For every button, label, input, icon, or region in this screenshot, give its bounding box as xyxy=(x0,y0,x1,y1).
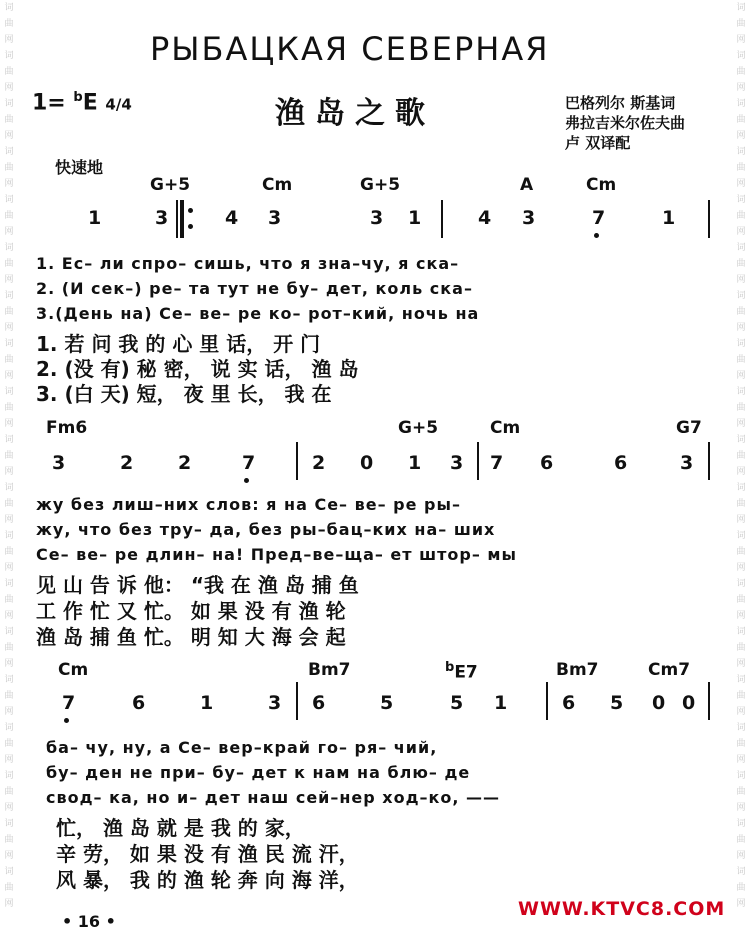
lyric-cn-line: 1. 若 问 我 的 心 里 话， 开 门 xyxy=(36,332,321,356)
note: 6 xyxy=(562,692,576,714)
watermark-glyph: 词 xyxy=(736,99,746,109)
watermark-glyph: 词 xyxy=(736,147,746,157)
title-chinese: 渔岛之歌 xyxy=(275,96,435,131)
watermark-glyph: 网 xyxy=(736,419,746,429)
watermark-glyph: 曲 xyxy=(736,643,746,653)
watermark-glyph: 网 xyxy=(4,83,14,93)
chord: Cm7 xyxy=(648,660,691,680)
repeat-bar-thin xyxy=(176,200,178,238)
bar-line xyxy=(546,682,548,720)
note: 5 xyxy=(380,692,394,714)
site-url: WWW.KTVC8.COM xyxy=(518,898,726,920)
credit-lyricist: 巴格列尔 斯基词 xyxy=(565,94,676,112)
watermark-glyph: 网 xyxy=(736,323,746,333)
watermark-glyph: 网 xyxy=(736,131,746,141)
watermark-glyph: 曲 xyxy=(4,499,14,509)
note: 3 xyxy=(450,452,464,474)
watermark-glyph: 曲 xyxy=(736,787,746,797)
lyric-cn-line: 风 暴， 我 的 渔 轮 奔 向 海 洋， xyxy=(56,868,359,892)
lyric-cn-line: 工 作 忙 又 忙。 如 果 没 有 渔 轮 xyxy=(36,599,346,623)
watermark-glyph: 词 xyxy=(4,339,14,349)
note: 2 xyxy=(178,452,192,474)
watermark-glyph: 曲 xyxy=(4,835,14,845)
watermark-glyph: 网 xyxy=(4,611,14,621)
note: 1 xyxy=(88,207,102,229)
watermark-glyph: 词 xyxy=(736,819,746,829)
watermark-glyph: 曲 xyxy=(4,787,14,797)
watermark-glyph: 曲 xyxy=(4,163,14,173)
watermark-glyph: 词 xyxy=(736,291,746,301)
note: 3 xyxy=(370,207,384,229)
watermark-glyph: 曲 xyxy=(4,547,14,557)
note: 3 xyxy=(52,452,66,474)
lyric-cn-line: 3. (白 天) 短， 夜 里 长， 我 在 xyxy=(36,382,332,406)
watermark-glyph: 网 xyxy=(4,275,14,285)
note: 6 xyxy=(614,452,628,474)
chord: Cm xyxy=(490,418,521,438)
lyric-cn-line: 见 山 告 诉 他： “我 在 渔 岛 捕 鱼 xyxy=(36,573,359,597)
chord: G7 xyxy=(676,418,702,438)
watermark-glyph: 网 xyxy=(4,659,14,669)
watermark-glyph: 曲 xyxy=(736,499,746,509)
chord: Bm7 xyxy=(308,660,351,680)
watermark-glyph: 曲 xyxy=(4,739,14,749)
watermark-glyph: 词 xyxy=(736,3,746,13)
watermark-glyph: 曲 xyxy=(736,451,746,461)
note: 7 xyxy=(62,692,76,714)
note: 6 xyxy=(540,452,554,474)
watermark-glyph: 词 xyxy=(736,627,746,637)
watermark-glyph: 曲 xyxy=(736,211,746,221)
watermark-glyph: 网 xyxy=(4,131,14,141)
watermark-glyph: 曲 xyxy=(4,115,14,125)
watermark-glyph: 网 xyxy=(4,227,14,237)
watermark-glyph: 词 xyxy=(4,99,14,109)
bar-line xyxy=(441,200,443,238)
watermark-glyph: 词 xyxy=(4,531,14,541)
watermark-glyph: 词 xyxy=(4,51,14,61)
note: 3 xyxy=(268,692,282,714)
note: 3 xyxy=(680,452,694,474)
watermark-glyph: 网 xyxy=(4,755,14,765)
bar-line xyxy=(477,442,479,480)
lyric-ru-line: ба– чу, ну, а Се– вер–край го– ря– чий, xyxy=(46,738,438,757)
watermark-glyph: 网 xyxy=(4,707,14,717)
watermark-glyph: 曲 xyxy=(736,883,746,893)
watermark-glyph: 网 xyxy=(4,515,14,525)
watermark-glyph: 网 xyxy=(736,899,746,909)
lyric-ru-line: 2. (И сек–) ре– та тут не бу– дет, коль ска– xyxy=(36,279,473,298)
watermark-glyph: 网 xyxy=(736,611,746,621)
watermark-glyph: 曲 xyxy=(4,595,14,605)
note: 4 xyxy=(478,207,492,229)
note: 0 xyxy=(360,452,374,474)
watermark-glyph: 词 xyxy=(736,339,746,349)
watermark-glyph: 曲 xyxy=(736,19,746,29)
note: 3 xyxy=(155,207,169,229)
watermark-glyph: 曲 xyxy=(4,211,14,221)
watermark-glyph: 网 xyxy=(4,803,14,813)
watermark-glyph: 曲 xyxy=(4,259,14,269)
watermark-glyph: 词 xyxy=(4,387,14,397)
watermark-glyph: 词 xyxy=(4,723,14,733)
credit-composer: 弗拉吉米尔佐夫曲 xyxy=(565,114,686,132)
lyric-ru-line: жу, что без тру– да, без ры–бац–ких на– ших xyxy=(36,520,496,539)
watermark-glyph: 曲 xyxy=(736,835,746,845)
watermark-glyph: 网 xyxy=(4,563,14,573)
chord: Cm xyxy=(262,175,293,195)
watermark-glyph: 词 xyxy=(4,867,14,877)
watermark-glyph: 词 xyxy=(4,675,14,685)
note: 1 xyxy=(662,207,676,229)
watermark-glyph: 曲 xyxy=(736,163,746,173)
watermark-glyph: 词 xyxy=(736,675,746,685)
chord: G+5 xyxy=(360,175,401,195)
watermark-glyph: 曲 xyxy=(736,547,746,557)
watermark-glyph: 词 xyxy=(736,867,746,877)
note: 5 xyxy=(450,692,464,714)
title-russian: РЫБАЦКАЯ СЕВЕРНАЯ xyxy=(150,30,550,68)
watermark-glyph: 网 xyxy=(736,179,746,189)
watermark-glyph: 网 xyxy=(4,35,14,45)
watermark-glyph: 曲 xyxy=(736,307,746,317)
watermark-glyph: 词 xyxy=(4,291,14,301)
lyric-cn-line: 忙， 渔 岛 就 是 我 的 家， xyxy=(56,816,305,840)
note: 6 xyxy=(312,692,326,714)
note: 3 xyxy=(268,207,282,229)
watermark-glyph: 曲 xyxy=(4,19,14,29)
chord: Cm xyxy=(58,660,89,680)
watermark-glyph: 词 xyxy=(736,195,746,205)
watermark-glyph: 词 xyxy=(4,771,14,781)
watermark-glyph: 曲 xyxy=(736,739,746,749)
watermark-glyph: 词 xyxy=(736,483,746,493)
note: 0 xyxy=(652,692,666,714)
chord: G+5 xyxy=(150,175,191,195)
note: 4 xyxy=(225,207,239,229)
chord: Bm7 xyxy=(556,660,599,680)
watermark-glyph: 曲 xyxy=(736,355,746,365)
watermark-glyph: 词 xyxy=(4,627,14,637)
lyric-ru-line: бу– ден не при– бу– дет к нам на блю– де xyxy=(46,763,471,782)
note: 7 xyxy=(592,207,606,229)
note: 1 xyxy=(494,692,508,714)
note: 2 xyxy=(120,452,134,474)
watermark-glyph: 曲 xyxy=(736,259,746,269)
watermark-glyph: 词 xyxy=(736,51,746,61)
key-signature: 1= $^b$E 4/4 xyxy=(32,90,132,116)
watermark-glyph: 网 xyxy=(736,707,746,717)
watermark-glyph: 网 xyxy=(736,227,746,237)
chord: A xyxy=(520,175,534,195)
lyric-ru-line: жу без лиш–них слов: я на Се– ве– ре ры– xyxy=(36,495,461,514)
watermark-glyph: 网 xyxy=(736,803,746,813)
note: 1 xyxy=(408,207,422,229)
bar-line xyxy=(708,200,710,238)
bar-line xyxy=(708,442,710,480)
lyric-cn-line: 渔 岛 捕 鱼 忙。 明 知 大 海 会 起 xyxy=(36,625,346,649)
credit-translator: 卢 双译配 xyxy=(565,134,631,152)
watermark-glyph: 词 xyxy=(736,531,746,541)
watermark-glyph: 网 xyxy=(4,419,14,429)
watermark-glyph: 网 xyxy=(736,275,746,285)
lyric-cn-line: 2. (没 有) 秘 密， 说 实 话， 渔 岛 xyxy=(36,357,359,381)
bar-line xyxy=(708,682,710,720)
repeat-dot xyxy=(188,208,193,213)
watermark-glyph: 网 xyxy=(736,755,746,765)
lyric-ru-line: 1. Ес– ли спро– сишь, что я зна–чу, я ска– xyxy=(36,254,460,273)
watermark-glyph: 词 xyxy=(4,147,14,157)
lyric-cn-line: 辛 劳， 如 果 没 有 渔 民 流 汗， xyxy=(56,842,359,866)
watermark-glyph: 词 xyxy=(4,195,14,205)
octave-dot-low xyxy=(594,233,599,238)
watermark-glyph: 网 xyxy=(736,563,746,573)
lyric-ru-line: Се– ве– ре длин– на! Пред–ве–ща– ет штор– мы xyxy=(36,545,517,564)
watermark-glyph: 曲 xyxy=(736,595,746,605)
watermark-right xyxy=(734,0,748,948)
watermark-glyph: 词 xyxy=(4,3,14,13)
tempo-marking: 快速地 xyxy=(55,158,104,177)
note: 7 xyxy=(490,452,504,474)
watermark-glyph: 网 xyxy=(736,467,746,477)
watermark-glyph: 词 xyxy=(4,579,14,589)
chord: Fm6 xyxy=(46,418,88,438)
lyric-ru-line: 3.(День на) Се– ве– ре ко– рот–кий, ночь на xyxy=(36,304,480,323)
watermark-glyph: 词 xyxy=(4,243,14,253)
note: 1 xyxy=(200,692,214,714)
watermark-glyph: 网 xyxy=(4,323,14,333)
watermark-glyph: 网 xyxy=(736,35,746,45)
watermark-glyph: 曲 xyxy=(4,643,14,653)
watermark-glyph: 曲 xyxy=(4,691,14,701)
note: 6 xyxy=(132,692,146,714)
watermark-glyph: 网 xyxy=(736,83,746,93)
chord: G+5 xyxy=(398,418,439,438)
watermark-glyph: 网 xyxy=(736,659,746,669)
watermark-glyph: 网 xyxy=(4,899,14,909)
watermark-glyph: 词 xyxy=(736,723,746,733)
watermark-glyph: 曲 xyxy=(4,307,14,317)
watermark-glyph: 词 xyxy=(4,483,14,493)
watermark-glyph: 曲 xyxy=(736,67,746,77)
note: 2 xyxy=(312,452,326,474)
lyric-ru-line: свод– ка, но и– дет наш сей–нер ход–ко, —— xyxy=(46,788,501,807)
watermark-glyph: 词 xyxy=(736,435,746,445)
chord-flat: $^b$E7 xyxy=(445,660,478,683)
watermark-glyph: 网 xyxy=(736,515,746,525)
watermark-glyph: 网 xyxy=(4,179,14,189)
watermark-glyph: 词 xyxy=(736,771,746,781)
note: 7 xyxy=(242,452,256,474)
watermark-glyph: 曲 xyxy=(4,355,14,365)
watermark-glyph: 网 xyxy=(4,851,14,861)
watermark-glyph: 词 xyxy=(736,243,746,253)
octave-dot-low xyxy=(244,478,249,483)
bar-line xyxy=(296,442,298,480)
page-number-fragment: • 16 • xyxy=(62,912,116,931)
watermark-glyph: 曲 xyxy=(4,451,14,461)
watermark-glyph: 曲 xyxy=(736,691,746,701)
watermark-glyph: 网 xyxy=(4,467,14,477)
watermark-glyph: 曲 xyxy=(736,403,746,413)
watermark-left xyxy=(2,0,16,948)
watermark-glyph: 曲 xyxy=(4,403,14,413)
repeat-dot xyxy=(188,224,193,229)
note: 1 xyxy=(408,452,422,474)
chord: Cm xyxy=(586,175,617,195)
repeat-bar-thick xyxy=(180,200,184,238)
watermark-glyph: 词 xyxy=(736,579,746,589)
octave-dot-low xyxy=(64,718,69,723)
note: 0 xyxy=(682,692,696,714)
watermark-glyph: 网 xyxy=(736,851,746,861)
note: 5 xyxy=(610,692,624,714)
watermark-glyph: 曲 xyxy=(4,67,14,77)
bar-line xyxy=(296,682,298,720)
watermark-glyph: 词 xyxy=(4,435,14,445)
watermark-glyph: 词 xyxy=(736,387,746,397)
watermark-glyph: 网 xyxy=(736,371,746,381)
watermark-glyph: 词 xyxy=(4,819,14,829)
watermark-glyph: 曲 xyxy=(4,883,14,893)
note: 3 xyxy=(522,207,536,229)
watermark-glyph: 网 xyxy=(4,371,14,381)
watermark-glyph: 曲 xyxy=(736,115,746,125)
